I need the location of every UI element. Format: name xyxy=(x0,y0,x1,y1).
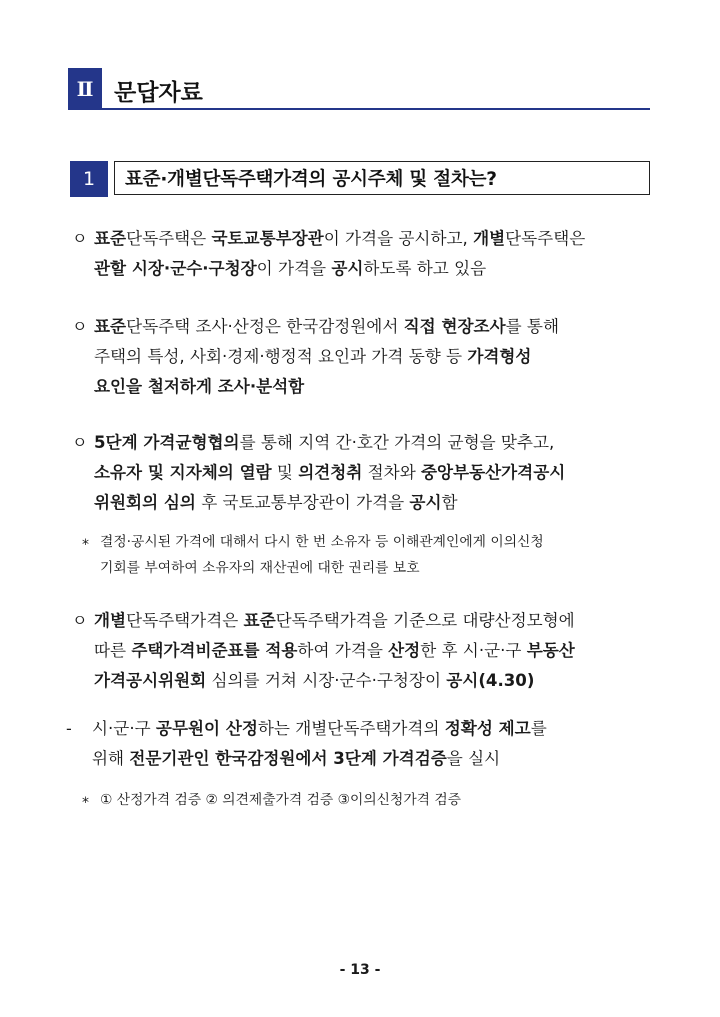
sub-item-line xyxy=(92,714,547,744)
section-title: 문답자료 xyxy=(114,80,203,106)
bold-text: 가격형성 xyxy=(467,347,532,366)
text-segment: 절차와 xyxy=(362,463,421,482)
bold-text: 공시(4.30) xyxy=(446,671,535,690)
bold-text: 부동산 xyxy=(526,641,575,660)
bold-text: 의견청취 xyxy=(298,463,363,482)
bold-text: 표준 xyxy=(243,611,276,630)
footnote-line: 기회를 부여하여 소유자의 재산권에 대한 권리를 보호 xyxy=(100,560,420,576)
sub-item-line xyxy=(92,744,500,774)
text-segment: 후 국토교통부장관이 가격을 xyxy=(195,493,410,512)
text-segment: 단독주택은 xyxy=(505,229,586,248)
paragraph-line xyxy=(94,254,486,284)
text-segment: 을 실시 xyxy=(446,749,501,768)
paragraph-line xyxy=(94,224,585,254)
paragraph-line xyxy=(94,458,565,488)
paragraph-line xyxy=(94,636,575,666)
bold-text: 가격공시위원회 xyxy=(94,671,207,690)
section-divider xyxy=(68,108,650,110)
text-segment: 단독주택은 xyxy=(126,229,212,248)
asterisk-marker: * xyxy=(82,795,89,811)
text-segment: 단독주택 조사·산정은 한국감정원에서 xyxy=(126,317,404,336)
bold-text: 정확성 제고 xyxy=(444,719,531,738)
question-number-box: 1 xyxy=(70,161,108,197)
bold-text: 공시 xyxy=(331,259,364,278)
bold-text: 요인을 철저하게 조사·분석함 xyxy=(94,377,305,396)
text-segment: 함 xyxy=(441,493,458,512)
asterisk-marker: * xyxy=(82,537,89,553)
bold-text: 공무원이 산정 xyxy=(155,719,258,738)
bold-text: 5단계 가격균형협의 xyxy=(94,433,240,452)
bold-text: 표준 xyxy=(94,317,127,336)
bold-text: 관할 시장·군수·구청장 xyxy=(94,259,257,278)
text-segment: 심의를 거쳐 시장·군수·구청장이 xyxy=(206,671,447,690)
bold-text: 주택가격비준표를 적용 xyxy=(131,641,298,660)
page-number: - 13 - xyxy=(339,962,381,978)
text-segment: 따른 xyxy=(94,641,132,660)
paragraph-line xyxy=(94,666,534,696)
text-segment: 한 후 시·군·구 xyxy=(420,641,527,660)
bold-text: 위원회의 심의 xyxy=(94,493,196,512)
circle-bullet: ㅇ xyxy=(72,611,88,630)
circle-bullet: ㅇ xyxy=(72,317,88,336)
text-segment: 를 xyxy=(530,719,547,738)
bold-text: 중앙부동산가격공시 xyxy=(421,463,566,482)
bold-text: 공시 xyxy=(409,493,442,512)
question-header xyxy=(70,161,652,197)
paragraph-line xyxy=(94,606,575,636)
footnote-line: 결정·공시된 가격에 대해서 다시 한 번 소유자 등 이해관계인에게 이의신청 xyxy=(100,534,544,550)
bold-text: 전문기관인 한국감정원에서 3단계 가격검증 xyxy=(129,749,447,768)
paragraph-line xyxy=(94,372,304,402)
text-segment: 단독주택가격은 xyxy=(126,611,244,630)
dash-marker: - xyxy=(66,719,72,738)
text-segment: 시·군·구 xyxy=(92,719,156,738)
paragraph-line xyxy=(94,312,559,342)
footnote-line: ① 산정가격 검증 ② 의견제출가격 검증 ③이의신청가격 검증 xyxy=(100,792,462,808)
bold-text: 직접 현장조사 xyxy=(403,317,506,336)
text-segment: 를 통해 지역 간·호간 가격의 균형을 맞추고, xyxy=(239,433,555,452)
text-segment: 및 xyxy=(271,463,299,482)
text-segment: 위해 xyxy=(92,749,130,768)
bold-text: 국토교통부장관 xyxy=(211,229,324,248)
paragraph-line xyxy=(94,428,554,458)
paragraph-line xyxy=(94,488,458,518)
text-segment: 이 가격을 xyxy=(256,259,332,278)
text-segment: 하여 가격을 xyxy=(297,641,389,660)
bold-text: 표준 xyxy=(94,229,127,248)
text-segment: 단독주택가격을 기준으로 대량산정모형에 xyxy=(275,611,575,630)
section-header xyxy=(68,68,650,110)
text-segment: 하도록 하고 있음 xyxy=(363,259,487,278)
paragraph-line xyxy=(94,342,531,372)
circle-bullet: ㅇ xyxy=(72,229,88,248)
bold-text: 소유자 및 지자체의 열람 xyxy=(94,463,272,482)
question-title-box xyxy=(114,161,650,195)
text-segment: 하는 개별단독주택가격의 xyxy=(257,719,445,738)
text-segment: 주택의 특성, 사회·경제·행정적 요인과 가격 동향 등 xyxy=(94,347,468,366)
bold-text: 개별 xyxy=(473,229,506,248)
text-segment: 를 통해 xyxy=(505,317,559,336)
bold-text: 개별 xyxy=(94,611,127,630)
text-segment: 이 가격을 공시하고, xyxy=(323,229,474,248)
section-number-box: Ⅱ xyxy=(68,68,102,110)
circle-bullet: ㅇ xyxy=(72,433,88,452)
bold-text: 산정 xyxy=(388,641,421,660)
question-title: 표준·개별단독주택가격의 공시주체 및 절차는? xyxy=(125,169,497,190)
